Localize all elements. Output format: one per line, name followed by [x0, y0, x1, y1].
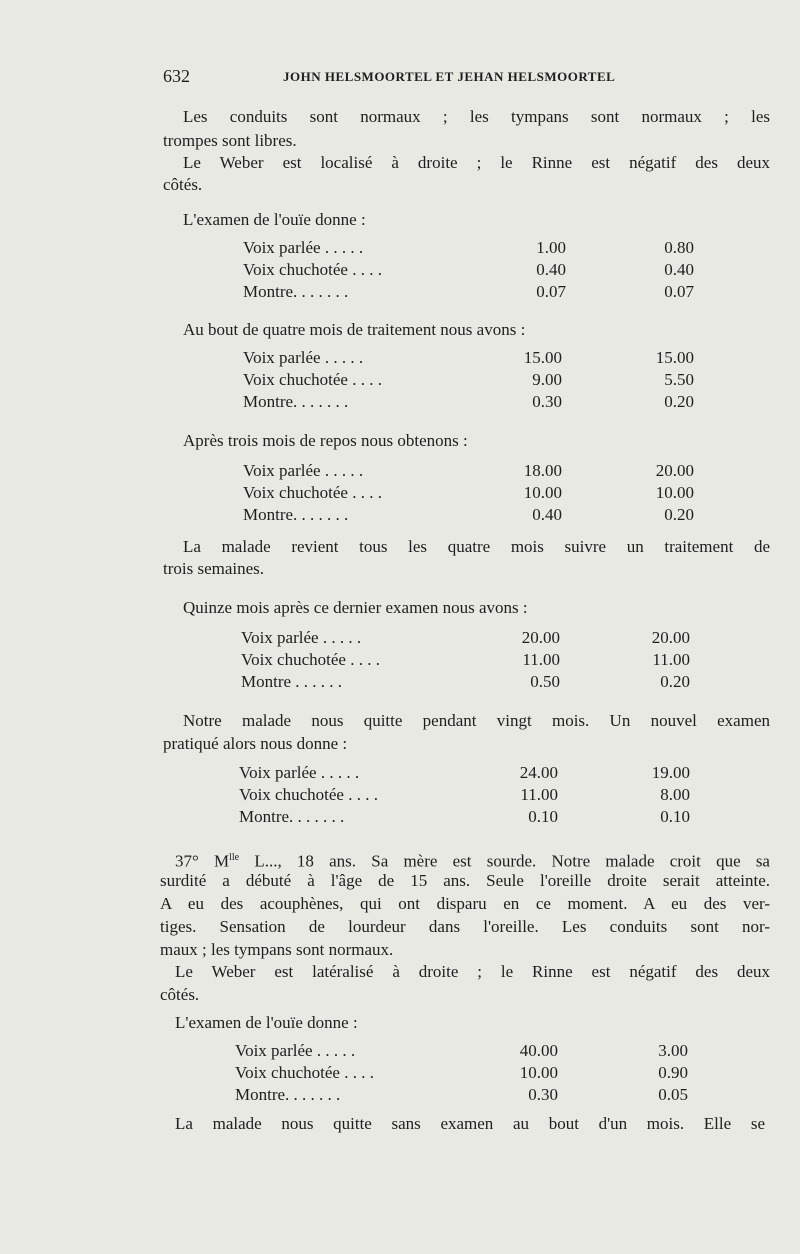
measure-label: Voix chuchotée . . . . — [239, 785, 378, 804]
value-left-ear: 0.80 — [664, 238, 694, 257]
table-row — [241, 671, 690, 693]
value-left-ear: 0.07 — [664, 282, 694, 301]
measure-label: Montre. . . . . . . — [243, 505, 349, 524]
table-row — [241, 649, 690, 671]
table-row — [243, 347, 694, 369]
paragraph-line: Les conduits sont normaux ; les tympans sont normaux ; les — [183, 107, 770, 126]
value-right-ear: 10.00 — [523, 483, 562, 502]
value-right-ear: 0.40 — [532, 505, 562, 524]
value-right-ear: 24.00 — [519, 763, 558, 782]
paragraph-line: surdité a débuté à l'âge de 15 ans. Seule l'oreille droite serait atteinte. — [160, 871, 770, 890]
table-row — [235, 1084, 688, 1106]
paragraph-line: Après trois mois de repos nous obtenons : — [183, 431, 468, 450]
paragraph-line: A eu des acouphènes, qui ont disparu en ce moment. A eu des ver- — [160, 894, 770, 913]
measure-label: Montre. . . . . . . — [235, 1085, 341, 1104]
measure-label: Montre . . . . . . — [241, 672, 343, 691]
page-header — [163, 66, 763, 90]
value-left-ear: 20.00 — [655, 461, 694, 480]
value-left-ear: 3.00 — [658, 1041, 688, 1060]
paragraph-line: Quinze mois après ce dernier examen nous avons : — [183, 598, 528, 617]
paragraph-line: La malade revient tous les quatre mois suivre un traitement de — [183, 537, 770, 556]
paragraph-line: côtés. — [160, 985, 200, 1004]
measure-label: Voix parlée . . . . . — [235, 1041, 356, 1060]
value-right-ear: 0.30 — [532, 392, 562, 411]
table-row — [243, 237, 694, 259]
measure-label: Voix chuchotée . . . . — [243, 483, 382, 502]
value-left-ear: 0.05 — [658, 1085, 688, 1104]
value-right-ear: 0.40 — [536, 260, 566, 279]
paragraph-line: L'examen de l'ouïe donne : — [183, 210, 366, 229]
table-row — [243, 281, 694, 303]
table-row — [243, 391, 694, 413]
table-row — [243, 482, 694, 504]
paragraph-line: Au bout de quatre mois de traitement nous avons : — [183, 320, 526, 339]
value-left-ear: 8.00 — [660, 785, 690, 804]
paragraph-line: trompes sont libres. — [163, 131, 297, 150]
value-right-ear: 1.00 — [536, 238, 566, 257]
paragraph-line: Le Weber est latéralisé à droite ; le Rinne est négatif des deux — [175, 962, 770, 981]
value-right-ear: 10.00 — [519, 1063, 558, 1082]
paragraph-line: tiges. Sensation de lourdeur dans l'oreille. Les conduits sont nor- — [160, 917, 770, 936]
value-left-ear: 0.20 — [660, 672, 690, 691]
table-row — [243, 369, 694, 391]
value-left-ear: 11.00 — [652, 650, 690, 669]
table-row — [239, 806, 690, 828]
measure-label: Voix parlée . . . . . — [241, 628, 362, 647]
table-row — [243, 504, 694, 526]
value-left-ear: 15.00 — [655, 348, 694, 367]
value-right-ear: 20.00 — [521, 628, 560, 647]
value-left-ear: 0.40 — [664, 260, 694, 279]
value-right-ear: 0.30 — [528, 1085, 558, 1104]
value-left-ear: 19.00 — [651, 763, 690, 782]
value-right-ear: 9.00 — [532, 370, 562, 389]
value-left-ear: 0.20 — [664, 505, 694, 524]
paragraph-line: Le Weber est localisé à droite ; le Rinne est négatif des deux — [183, 153, 770, 172]
table-row — [235, 1062, 688, 1084]
paragraph-line: Notre malade nous quitte pendant vingt mois. Un nouvel examen — [183, 711, 770, 730]
measure-label: Voix chuchotée . . . . — [243, 370, 382, 389]
measure-label: Voix chuchotée . . . . — [235, 1063, 374, 1082]
paragraph-line: pratiqué alors nous donne : — [163, 734, 348, 753]
value-left-ear: 10.00 — [655, 483, 694, 502]
paragraph-line: maux ; les tympans sont normaux. — [160, 940, 394, 959]
table-row — [243, 259, 694, 281]
value-left-ear: 5.50 — [664, 370, 694, 389]
table-row — [235, 1040, 688, 1062]
measure-label: Montre. . . . . . . — [239, 807, 345, 826]
running-title: JOHN HELSMOORTEL ET JEHAN HELSMOORTEL — [283, 69, 616, 84]
paragraph-line: 37° $M^{lle}$ L..., 18 ans. Sa mère est sourde. Notre malade croit que sa — [175, 851, 770, 871]
value-right-ear: 15.00 — [523, 348, 562, 367]
measure-label: Voix chuchotée . . . . — [241, 650, 380, 669]
paragraph-line: trois semaines. — [163, 559, 265, 578]
table-row — [243, 460, 694, 482]
page-number: 632 — [163, 66, 190, 86]
value-right-ear: 11.00 — [520, 785, 558, 804]
value-right-ear: 0.07 — [536, 282, 566, 301]
measure-label: Voix parlée . . . . . — [243, 348, 364, 367]
value-left-ear: 20.00 — [651, 628, 690, 647]
value-right-ear: 18.00 — [523, 461, 562, 480]
table-row — [241, 627, 690, 649]
measure-label: Voix chuchotée . . . . — [243, 260, 382, 279]
measure-label: Montre. . . . . . . — [243, 282, 349, 301]
value-left-ear: 0.90 — [658, 1063, 688, 1082]
paragraph-line: côtés. — [163, 175, 203, 194]
paragraph-line: L'examen de l'ouïe donne : — [175, 1013, 358, 1032]
value-right-ear: 40.00 — [519, 1041, 558, 1060]
measure-label: Voix parlée . . . . . — [243, 238, 364, 257]
measure-label: Voix parlée . . . . . — [243, 461, 364, 480]
measure-label: Voix parlée . . . . . — [239, 763, 360, 782]
value-right-ear: 0.10 — [528, 807, 558, 826]
value-right-ear: 11.00 — [522, 650, 560, 669]
measure-label: Montre. . . . . . . — [243, 392, 349, 411]
table-row — [239, 762, 690, 784]
value-right-ear: 0.50 — [530, 672, 560, 691]
value-left-ear: 0.10 — [660, 807, 690, 826]
table-row — [239, 784, 690, 806]
value-left-ear: 0.20 — [664, 392, 694, 411]
paragraph-line: La malade nous quitte sans examen au bout d'un mois. Elle se — [175, 1114, 765, 1133]
